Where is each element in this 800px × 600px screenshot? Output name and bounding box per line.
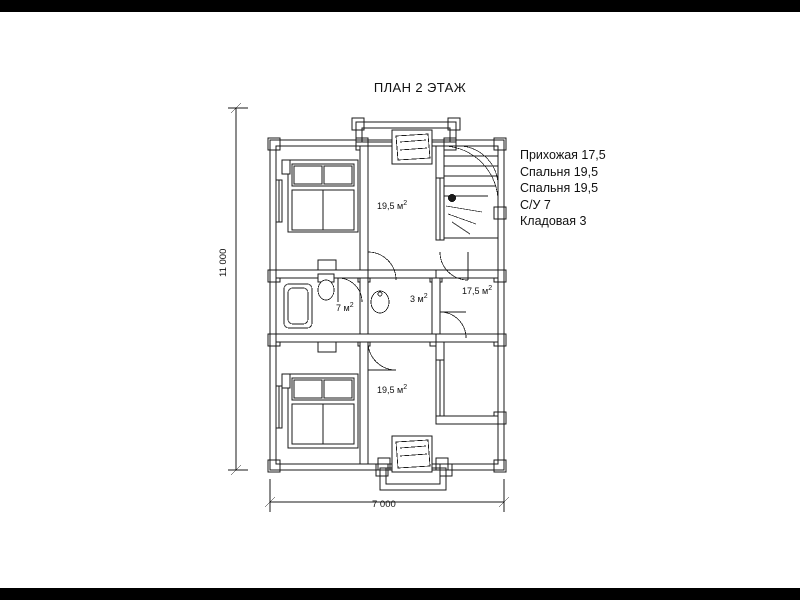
toilet (318, 274, 334, 300)
area-label-bedroom-top: 19,5 $м^2$ (377, 200, 408, 211)
page-title: ПЛАН 2 ЭТАЖ (373, 80, 467, 95)
area-label-storage: 3 $м^2$ (410, 293, 428, 304)
area-label-bedroom-bottom: 19,5 $м^2$ (377, 384, 408, 395)
bed-bottom (282, 374, 358, 448)
legend-line-storage: Кладовая 3 (520, 214, 587, 228)
dimension-label-horizontal: 7 000 (372, 499, 396, 510)
staircase (444, 146, 498, 238)
area-label-bathroom: 7 $м^2$ (336, 302, 354, 313)
sink (371, 291, 389, 313)
bathtub (284, 284, 312, 328)
floor-plan-sheet (0, 12, 800, 588)
legend-line-bathroom: С/У 7 (520, 197, 551, 212)
bed-top (282, 160, 358, 232)
floor-plan-drawing (0, 12, 800, 588)
legend-line-bedroom-1: Спальня 19,5 (520, 164, 599, 179)
armchair-top (392, 130, 432, 164)
armchair-bottom (392, 436, 432, 472)
legend-line-bedroom-2: Спальня 19,5 (520, 181, 599, 195)
area-label-hallway: 17,5 $м^2$ (462, 285, 493, 296)
dimension-label-vertical: 11 000 (218, 248, 229, 277)
legend-line-hallway: Прихожая 17,5 (520, 148, 606, 162)
